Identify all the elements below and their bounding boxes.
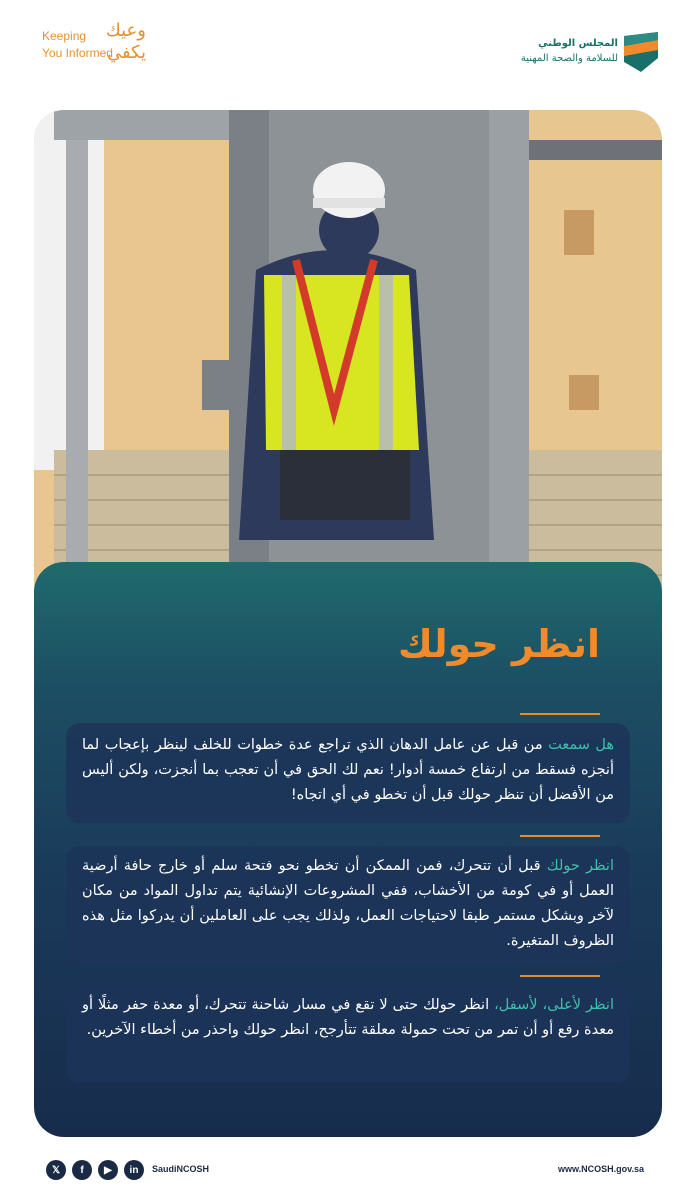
- tagline-en-line2: You Informed: [42, 46, 113, 60]
- section-paragraph: [82, 993, 614, 1043]
- section-paragraph: [82, 854, 614, 954]
- facebook-icon[interactable]: f: [72, 1160, 92, 1180]
- tagline-ar-line2: يكفي: [106, 42, 146, 63]
- section-card-2: [66, 846, 630, 964]
- footer-website-link[interactable]: www.NCOSH.gov.sa: [558, 1164, 645, 1174]
- section-card-3: [66, 985, 630, 1083]
- section-highlight: هل سمعت: [548, 737, 614, 753]
- section-text: من قبل عن عامل الدهان الذي تراجع عدة خطوات للخلف لينظر بإعجاب لما أنجزه فسقط من ارتفاع خمسة أدوار! نعم لك الحق في أن تعجب بما أنجزت، ولكن أليس من الأفضل أن تنظر حولك قبل أن تخطو في أي اتجاه!: [82, 737, 614, 803]
- x-icon[interactable]: 𝕏: [46, 1160, 66, 1180]
- youtube-icon[interactable]: ▶: [98, 1160, 118, 1180]
- ncosh-logo-icon: [624, 32, 658, 72]
- section-highlight: انظر لأعلى، لأسفل،: [494, 997, 614, 1013]
- section-paragraph: [82, 733, 614, 808]
- org-name-line1: المجلس الوطني: [538, 38, 618, 49]
- section-divider: [520, 975, 600, 977]
- section-text: انظر حولك حتى لا تقع في مسار شاحنة تتحرك، أو معدة حفر مثلًا أو معدة رفع أو أن تمر من تحت حمولة معلقة تتأرجح، انظر حولك واحذر من أخطاء الآخرين.: [82, 997, 614, 1038]
- tagline-en-line1: Keeping: [42, 29, 87, 43]
- section-divider: [520, 713, 600, 715]
- section-text: قبل أن تتحرك، فمن الممكن أن تخطو نحو فتحة سلم أو خارج حافة أرضية العمل أو في كومة من الأخشاب، ففي المشروعات الإنشائية يتم تداول المواد من مكان لآخر وبشكل مستمر طبقا لاحتياجات العمل، ولذلك يجب على العاملين أن يدركوا مثل هذه الظروف المتغيرة.: [82, 858, 614, 949]
- footer-handle[interactable]: SaudiNCOSH: [152, 1164, 210, 1174]
- tagline-ar-line1: وعيك: [105, 20, 146, 41]
- tagline-arabic: [94, 20, 146, 64]
- organization-name: [490, 36, 618, 66]
- page-title: انظر حولك: [397, 622, 600, 666]
- section-highlight: انظر حولك: [546, 858, 614, 874]
- section-divider: [520, 835, 600, 837]
- section-card-1: [66, 723, 630, 823]
- linkedin-icon[interactable]: in: [124, 1160, 144, 1180]
- org-name-line2: للسلامة والصحة المهنية: [520, 53, 618, 64]
